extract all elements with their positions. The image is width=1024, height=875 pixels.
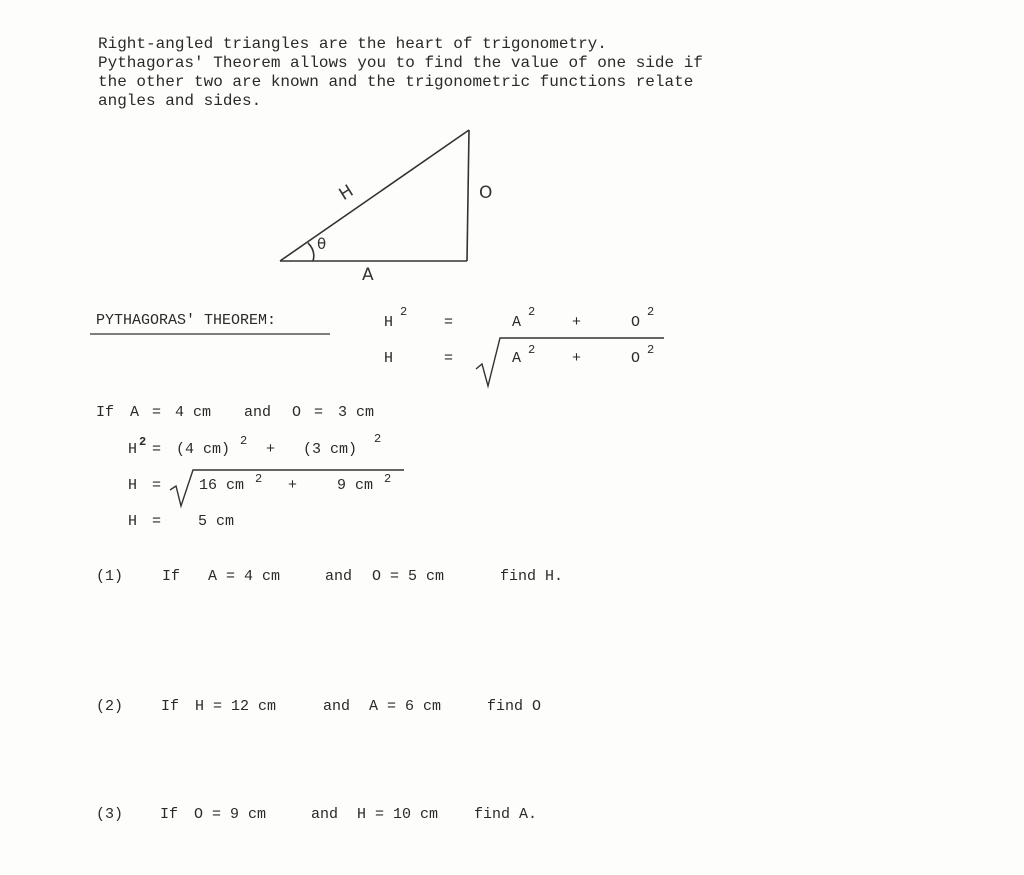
exercise-2-number: (2) [96,698,124,715]
step2-term1-exp: 2 [255,472,263,486]
step2-term2-exp: 2 [384,472,392,486]
step2-plus: + [288,477,298,494]
step1-term2: (3 cm) [303,441,358,458]
exercise-3-if: If [160,806,179,823]
example-a: A [130,404,140,421]
theorem-l1-eq: = [444,314,454,331]
theorem-heading: PYTHAGORAS' THEOREM: [96,312,277,329]
theorem-l1-a: A [512,314,522,331]
intro-line-3: the other two are known and the trigonometric functions relate [98,73,694,91]
angle-arc [308,243,314,261]
step2-term1: 16 cm [199,477,245,494]
theorem-l2-lhs: H [384,350,394,367]
example-eq2: = [314,404,324,421]
step1-term1-exp: 2 [240,434,248,448]
exercise-1-and: and [325,568,353,585]
step1-eq: = [152,441,162,458]
step1-plus: + [266,441,276,458]
exercise-3-cond1: O = 9 cm [194,806,267,823]
exercise-2-find: find O [487,698,542,715]
exercise-1-number: (1) [96,568,124,585]
step2-lhs: H [128,477,138,494]
step1-term1: (4 cm) [176,441,231,458]
exercise-2-cond2: A = 6 cm [369,698,442,715]
theorem-l2-plus: + [572,350,582,367]
example-if: If [96,404,115,421]
theorem-l1-plus: + [572,314,582,331]
example-a-val: 4 cm [175,404,212,421]
triangle-label-a: A [362,265,374,285]
opposite-line [467,130,469,261]
hypotenuse-line [280,130,469,261]
theorem-l1-lhs: H [384,314,394,331]
step3-lhs: H [128,513,138,530]
intro-line-1: Right-angled triangles are the heart of trigonometry. [98,35,607,53]
example-eq1: = [152,404,162,421]
theorem-l2-a-exp: 2 [528,343,536,357]
theorem-l2-eq: = [444,350,454,367]
exercise-3-number: (3) [96,806,124,823]
intro-line-4: angles and sides. [98,92,262,110]
exercise-3-and: and [311,806,339,823]
step1-term2-exp: 2 [374,432,382,446]
theorem-l1-a-exp: 2 [528,305,536,319]
example-and: and [244,404,272,421]
step3-result: 5 cm [198,513,235,530]
exercise-1-find: find H. [500,568,564,585]
example-o-val: 3 cm [338,404,375,421]
triangle-label-h: H [335,181,358,205]
step3-eq: = [152,513,162,530]
exercise-2-if: If [161,698,180,715]
step2-term2: 9 cm [337,477,374,494]
step1-lhs: H [128,441,138,458]
right-triangle [280,130,469,261]
exercise-3-find: find A. [474,806,538,823]
step1-lhs-exp: 2 [139,435,147,449]
exercise-3-cond2: H = 10 cm [357,806,439,823]
exercise-2-cond1: H = 12 cm [195,698,277,715]
exercise-1-if: If [162,568,181,585]
exercise-2-and: and [323,698,351,715]
exercise-1-cond2: O = 5 cm [372,568,445,585]
theorem-l1-lhs-exp: 2 [400,305,408,319]
intro-line-2: Pythagoras' Theorem allows you to find the value of one side if [98,54,703,72]
theorem-l2-o: O [631,350,641,367]
theorem-l1-o: O [631,314,641,331]
theorem-l1-o-exp: 2 [647,305,655,319]
triangle-label-theta: θ [317,235,327,253]
triangle-label-o: O [479,183,493,203]
theorem-l2-o-exp: 2 [647,343,655,357]
example-o: O [292,404,302,421]
exercise-1-cond1: A = 4 cm [208,568,281,585]
step2-eq: = [152,477,162,494]
theorem-l2-a: A [512,350,522,367]
